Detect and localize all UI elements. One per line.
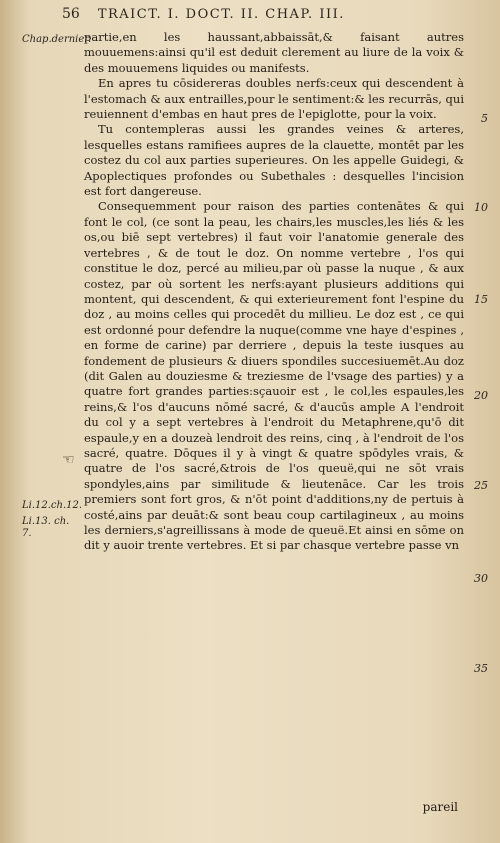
margin-note: Li.13. ch. 7. <box>22 516 70 539</box>
running-title: TRAICT. I. DOCT. II. CHAP. III. <box>97 7 345 22</box>
paragraph: Consequemment pour raison des parties contenātes & qui font le col, (ce sont la peau, les chairs,les muscles,les liés & les os,ou biē sept vertebres) il faut voir l'anatomie generale des vertebres , & de tout le doz. On nomme vertebre , l'os qui constitue le doz, percé au milieu,par où passe la nuque , & aux costez, par où sortent les nerfs:ayant plusieurs additions qui montent, qui descendent, & qui exterieurement font l'espine du doz , au moins celles qui procedēt du millieu. Le doz est , ce qui est ordonné pour defendre la nuque(comme vne haye d'espines , en forme de carine) par derriere , depuis la teste iusques au fondement de plusieurs & diuers spondiles succesiuemēt.Au doz (dit Galen au douziesme & treziesme de l'vsage des parties) y a quatre fort grandes parties:sçauoir est , le col,les espaules,les reins,& l'os d'aucuns nōmé sacré, & d'aucūs ample A l'endroit du col y a sept vertebres à l'endroit du Metaphrene,qu'ō dit espaule,y en a douzeà lendroit des reins, cinq , à l'endroit de l'os sacré, quatre. Dōques il y à vingt & quatre spōdyles vrais, & quatre de l'os sacré,&trois de l'os queuë,qui ne sōt vrais spondyles,ains par similitude & lieutenāce. Car les trois premiers sont fort gros, & n'ōt point d'additions,ny de pertuis à costé,ains par deuāt:& sont beau coup cartilagineux , au moins les derniers,s'agreillissans à mode de queuë.Et ainsi en sōme on dit y auoir trente vertebres. Et si par chasque vertebre passe vn <box>84 199 464 553</box>
line-number: 35 <box>474 662 488 675</box>
line-number: 5 <box>481 112 488 125</box>
margin-note: Chap.dernier. <box>22 34 92 45</box>
line-number: 20 <box>474 389 488 402</box>
margin-note: Li.12.ch.12. <box>22 500 83 511</box>
line-number: 25 <box>474 479 488 492</box>
paragraph: partie,en les haussant,abbaissāt,& faisant autres mouuemens:ainsi qu'il est deduit clerement au liure de la voix & des mouuemens liquides ou manifests. <box>84 30 464 75</box>
running-header <box>62 6 462 22</box>
catchword: pareil <box>422 800 458 814</box>
line-number: 10 <box>474 201 488 214</box>
text-body <box>84 30 464 554</box>
paragraph: En apres tu cōsidereras doubles nerfs:ceux qui descendent à l'estomach & aux entrailles,pour le sentiment:& les recurrās, qui reuiennent d'embas en haut pres de l'epiglotte, pour la voix. <box>84 76 464 122</box>
line-number: 15 <box>474 293 488 306</box>
manicule-icon: ☜ <box>62 452 75 468</box>
paragraph: Tu contempleras aussi les grandes veines & arteres, lesquelles estans ramifiees aupres de la clauette, montēt par les costez du col aux parties superieures. On les appelle Guidegi, & Apoplectiques profondes ou Subethales : desquelles l'incision est fort dangereuse. <box>84 122 464 199</box>
line-number: 30 <box>474 572 488 585</box>
page-number: 56 <box>62 6 80 22</box>
